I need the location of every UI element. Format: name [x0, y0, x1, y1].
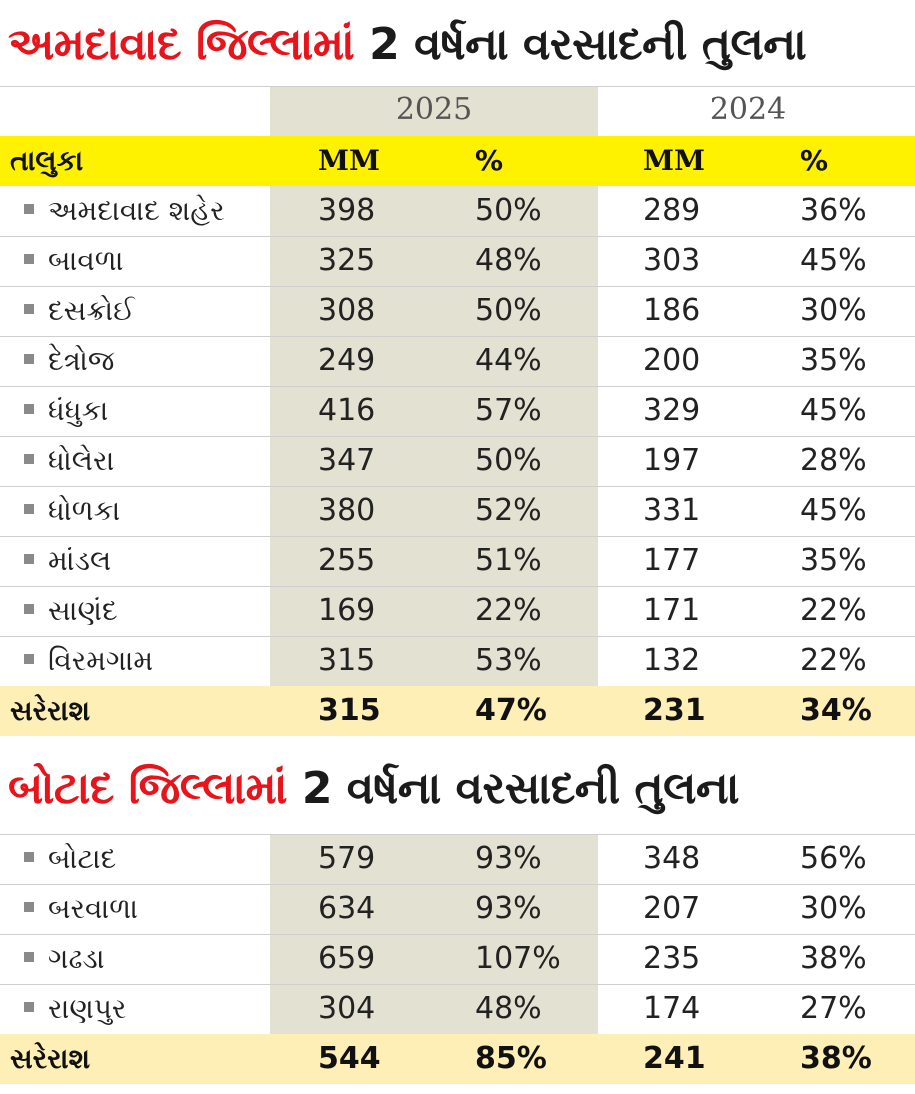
taluka-name: સાણંદ [48, 594, 118, 627]
avg-mm-2025: 315 [318, 693, 381, 728]
mm-2025: 579 [318, 841, 376, 876]
bullet-icon [24, 554, 34, 564]
bullet-icon [24, 304, 34, 314]
taluka-name: ધોલેરા [48, 444, 115, 477]
section1-title-red: અમદાવાદ જિલ્લામાં [8, 19, 355, 70]
header-mm-2025: MM [318, 144, 380, 177]
table-row [0, 186, 915, 237]
column-header-row [0, 136, 915, 186]
mm-2024: 329 [643, 393, 701, 428]
avg-pct-2024: 38% [800, 1041, 872, 1076]
pct-2025: 44% [475, 343, 542, 378]
mm-2024: 303 [643, 243, 701, 278]
pct-2025: 57% [475, 393, 542, 428]
mm-2025: 308 [318, 293, 376, 328]
taluka-name: દેત્રોજ [48, 344, 115, 377]
mm-2024: 200 [643, 343, 701, 378]
pct-2025: 51% [475, 543, 542, 578]
bullet-icon [24, 354, 34, 364]
table-row [0, 636, 915, 687]
mm-2024: 132 [643, 643, 701, 678]
average-label: સરેરાશ [10, 1042, 91, 1075]
taluka-name: માંડલ [48, 544, 112, 577]
pct-2024: 45% [800, 493, 867, 528]
bullet-icon [24, 852, 34, 862]
mm-2024: 197 [643, 443, 701, 478]
table-row [0, 984, 915, 1035]
bullet-icon [24, 952, 34, 962]
mm-2024: 207 [643, 891, 701, 926]
taluka-name: ધંધુકા [48, 394, 109, 427]
pct-2025: 48% [475, 991, 542, 1026]
average-label: સરેરાશ [10, 694, 91, 727]
mm-2025: 398 [318, 193, 376, 228]
avg-mm-2024: 241 [643, 1041, 706, 1076]
year-2024: 2024 [709, 92, 787, 127]
pct-2024: 30% [800, 891, 867, 926]
bullet-icon [24, 902, 34, 912]
mm-2025: 347 [318, 443, 376, 478]
table-row [0, 336, 915, 387]
mm-2025: 659 [318, 941, 376, 976]
pct-2024: 56% [800, 841, 867, 876]
taluka-name: અમદાવાદ શહેર [48, 194, 225, 227]
table-row [0, 834, 915, 885]
pct-2024: 35% [800, 343, 867, 378]
mm-2024: 174 [643, 991, 701, 1026]
pct-2025: 50% [475, 193, 542, 228]
bullet-icon [24, 204, 34, 214]
pct-2024: 22% [800, 593, 867, 628]
table-row [0, 884, 915, 935]
mm-2024: 235 [643, 941, 701, 976]
mm-2025: 315 [318, 643, 376, 678]
table-row [0, 934, 915, 985]
mm-2025: 634 [318, 891, 376, 926]
year-header [0, 86, 915, 134]
bullet-icon [24, 454, 34, 464]
mm-2025: 304 [318, 991, 376, 1026]
bullet-icon [24, 504, 34, 514]
bullet-icon [24, 1002, 34, 1012]
pct-2024: 38% [800, 941, 867, 976]
pct-2024: 36% [800, 193, 867, 228]
section1-title-black: 2 વર્ષના વરસાદની તુલના [369, 19, 807, 70]
pct-2024: 35% [800, 543, 867, 578]
table-row [0, 486, 915, 537]
pct-2024: 22% [800, 643, 867, 678]
taluka-name: બોટાદ [48, 842, 117, 875]
pct-2025: 22% [475, 593, 542, 628]
bullet-icon [24, 404, 34, 414]
bullet-icon [24, 254, 34, 264]
pct-2025: 93% [475, 891, 542, 926]
taluka-name: રાણપુર [48, 992, 127, 1025]
pct-2024: 45% [800, 243, 867, 278]
header-taluka: તાલુકા [10, 144, 84, 177]
taluka-name: ગઢડા [48, 942, 105, 975]
taluka-name: બરવાળા [48, 892, 138, 925]
mm-2024: 348 [643, 841, 701, 876]
pct-2024: 30% [800, 293, 867, 328]
avg-pct-2025: 85% [475, 1041, 547, 1076]
taluka-name: દસક્રોઈ [48, 294, 135, 327]
section2-title-black: 2 વર્ષના વરસાદની તુલના [301, 763, 739, 814]
header-pct-2024: % [800, 144, 829, 177]
pct-2024: 45% [800, 393, 867, 428]
mm-2025: 249 [318, 343, 376, 378]
mm-2025: 416 [318, 393, 376, 428]
pct-2025: 107% [475, 941, 561, 976]
table-row [0, 286, 915, 337]
mm-2025: 255 [318, 543, 376, 578]
table-row [0, 536, 915, 587]
pct-2025: 52% [475, 493, 542, 528]
pct-2025: 50% [475, 443, 542, 478]
pct-2025: 93% [475, 841, 542, 876]
pct-2025: 50% [475, 293, 542, 328]
header-pct-2025: % [475, 144, 504, 177]
bullet-icon [24, 654, 34, 664]
table-row [0, 586, 915, 637]
avg-mm-2025: 544 [318, 1041, 381, 1076]
taluka-name: વિરમગામ [48, 644, 154, 677]
mm-2024: 331 [643, 493, 701, 528]
table-row [0, 236, 915, 287]
taluka-name: ધોળકા [48, 494, 121, 527]
mm-2025: 325 [318, 243, 376, 278]
avg-mm-2024: 231 [643, 693, 706, 728]
section1-title [8, 4, 806, 86]
mm-2025: 169 [318, 593, 376, 628]
mm-2025: 380 [318, 493, 376, 528]
section2-title-red: બોટાદ જિલ્લામાં [8, 763, 287, 814]
mm-2024: 289 [643, 193, 701, 228]
average-row [0, 686, 915, 736]
avg-pct-2025: 47% [475, 693, 547, 728]
taluka-name: બાવળા [48, 244, 124, 277]
mm-2024: 171 [643, 593, 701, 628]
section2-title [8, 748, 739, 830]
mm-2024: 186 [643, 293, 701, 328]
table-row [0, 386, 915, 437]
header-mm-2024: MM [643, 144, 705, 177]
table-row [0, 436, 915, 487]
pct-2025: 48% [475, 243, 542, 278]
pct-2024: 28% [800, 443, 867, 478]
mm-2024: 177 [643, 543, 701, 578]
pct-2025: 53% [475, 643, 542, 678]
bullet-icon [24, 604, 34, 614]
year-2025: 2025 [395, 92, 473, 127]
average-row [0, 1034, 915, 1084]
avg-pct-2024: 34% [800, 693, 872, 728]
pct-2024: 27% [800, 991, 867, 1026]
